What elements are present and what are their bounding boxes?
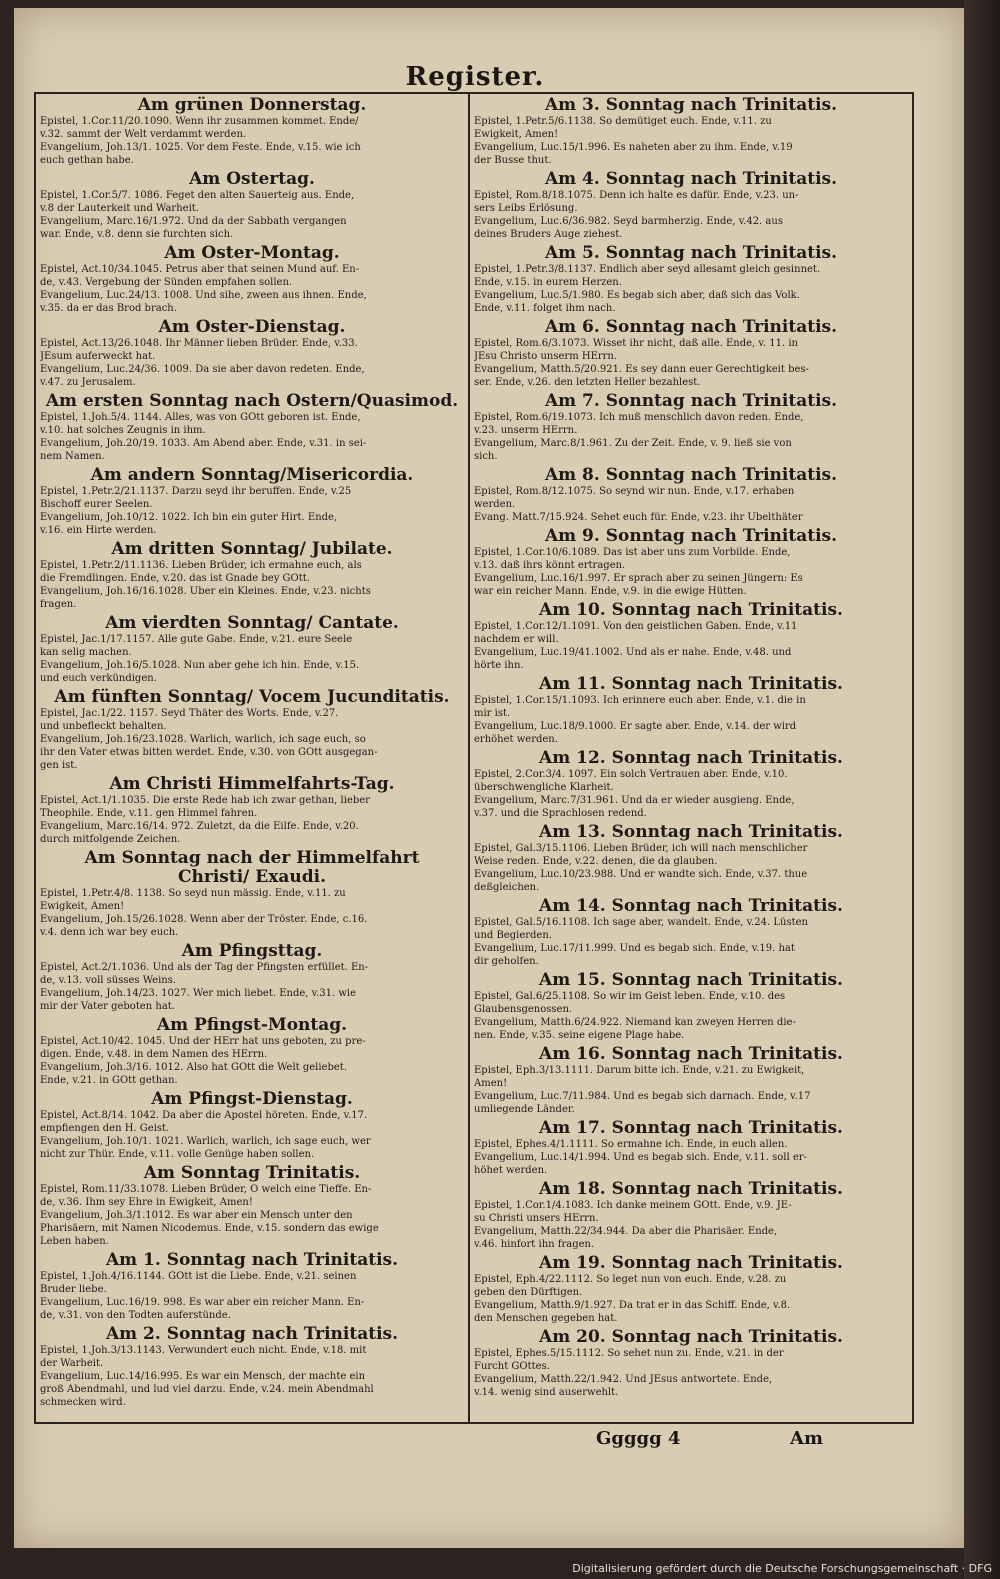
entry-title: Am Oster-Dienstag. xyxy=(158,318,346,337)
reading-line: Evangelium, Joh.16/16.1028. Uber ein Kleines. Ende, v.23. nichts xyxy=(40,586,371,597)
register-entry xyxy=(40,614,464,685)
reading-line: ihr den Vater etwas bitten werdet. Ende, v.30. von GOtt ausgegan- xyxy=(40,747,378,758)
reading-line: Evangelium, Matth.22/1.942. Und JEsus antwortete. Ende, xyxy=(474,1374,773,1385)
entry-title: Am ersten Sonntag nach Ostern/Quasimod. xyxy=(45,392,459,411)
reading-line: fragen. xyxy=(40,599,77,610)
register-entry xyxy=(474,1180,908,1251)
reading-line: nachdem er will. xyxy=(474,634,559,645)
register-entry xyxy=(474,823,908,894)
reading-line: höhet werden. xyxy=(474,1165,548,1176)
entry-title: Am Oster-Montag. xyxy=(164,244,340,263)
reading-line: Evangelium, Luc.18/9.1000. Er sagte aber. Ende, v.14. der wird xyxy=(474,721,797,732)
entry-title: Am grünen Donnerstag. xyxy=(137,96,367,115)
reading-line: Evangelium, Luc.16/1.997. Er sprach aber zu seinen Jüngern: Es xyxy=(474,573,803,584)
reading-line: Evangelium, Joh.16/23.1028. Warlich, warlich, ich sage euch, so xyxy=(40,734,366,745)
reading-line: Epistel, Ephes.5/15.1112. So sehet nun zu. Ende, v.21. in der xyxy=(474,1348,784,1359)
register-entry xyxy=(40,1090,464,1161)
reading-line: und euch verkündigen. xyxy=(40,673,157,684)
reading-line: Evangelium, Luc.16/19. 998. Es war aber ein reicher Mann. En- xyxy=(40,1297,365,1308)
entry-title: Am Christi Himmelfahrts-Tag. xyxy=(109,775,395,794)
reading-line: Epistel, 1.Joh.3/13.1143. Verwundert euch nicht. Ende, v.18. mit xyxy=(40,1345,367,1356)
reading-line: Epistel, 1.Petr.2/11.1136. Lieben Brüder, ich ermahne euch, als xyxy=(40,560,362,571)
register-entry xyxy=(40,688,464,772)
reading-line: Evangelium, Joh.10/1. 1021. Warlich, warlich, ich sage euch, wer xyxy=(40,1136,371,1147)
register-entry xyxy=(474,749,908,820)
reading-line: Epistel, Jac.1/22. 1157. Seyd Thäter des Worts. Ende, v.27. xyxy=(40,708,339,719)
reading-line: Epistel, Ephes.4/1.1111. So ermahne ich. Ende, in euch allen. xyxy=(474,1139,788,1150)
register-entry xyxy=(40,1251,464,1322)
reading-line: v.14. wenig sind auserwehlt. xyxy=(474,1387,619,1398)
reading-line: Evangelium, Luc.7/11.984. Und es begab sich darnach. Ende, v.17 xyxy=(474,1091,811,1102)
reading-line: Epistel, 1.Cor.15/1.1093. Ich erinnere euch aber. Ende, v.1. die in xyxy=(474,695,806,706)
reading-line: Epistel, 1.Petr.5/6.1138. So demütiget euch. Ende, v.11. zu xyxy=(474,116,772,127)
reading-line: dir geholfen. xyxy=(474,956,539,967)
reading-line: Evangelium, Luc.19/41.1002. Und als er nahe. Ende, v.48. und xyxy=(474,647,792,658)
entry-title: Am 4. Sonntag nach Trinitatis. xyxy=(544,170,838,189)
reading-line: Epistel, 1.Cor.5/7. 1086. Feget den alten Sauerteig aus. Ende, xyxy=(40,190,355,201)
reading-line: Bischoff eurer Seelen. xyxy=(40,499,153,510)
signature-mark: Ggggg 4 xyxy=(596,1428,681,1449)
entry-title-continued: Christi/ Exaudi. xyxy=(177,868,327,887)
reading-line: Evangelium, Joh.10/12. 1022. Ich bin ein guter Hirt. Ende, xyxy=(40,512,338,523)
page-header: Register. xyxy=(405,62,545,92)
reading-line: geben den Dürftigen. xyxy=(474,1287,583,1298)
reading-line: JEsu Christo unserm HErrn. xyxy=(474,351,618,362)
reading-line: Evangelium, Matth.9/1.927. Da trat er in das Schiff. Ende, v.8. xyxy=(474,1300,791,1311)
entry-title: Am Pfingst-Montag. xyxy=(156,1016,348,1035)
register-entry xyxy=(40,1325,464,1409)
reading-line: Epistel, 1.Cor.1/4.1083. Ich danke meinem GOtt. Ende, v.9. JE- xyxy=(474,1200,792,1211)
register-entry xyxy=(474,318,908,389)
reading-line: Epistel, Rom.6/19.1073. Ich muß menschlich davon reden. Ende, xyxy=(474,412,804,423)
entry-title: Am 12. Sonntag nach Trinitatis. xyxy=(539,749,843,768)
right-column xyxy=(474,96,908,1422)
entry-title: Am Sonntag nach der Himmelfahrt xyxy=(84,849,420,868)
reading-line: erhöhet werden. xyxy=(474,734,558,745)
entry-title: Am 14. Sonntag nach Trinitatis. xyxy=(539,897,843,916)
reading-line: Evangelium, Joh.15/26.1028. Wenn aber der Tröster. Ende, c.16. xyxy=(40,914,368,925)
reading-line: v.10. hat solches Zeugnis in ihm. xyxy=(40,425,206,436)
reading-line: Evangelium, Joh.13/1. 1025. Vor dem Feste. Ende, v.15. wie ich xyxy=(40,142,361,153)
reading-line: Evangelium, Luc.5/1.980. Es begab sich aber, daß sich das Volk. xyxy=(474,290,800,301)
reading-line: Epistel, 1.Joh.4/16.1144. GOtt ist die Liebe. Ende, v.21. seinen xyxy=(40,1271,357,1282)
reading-line: gen ist. xyxy=(40,760,78,771)
reading-line: Theophile. Ende, v.11. gen Himmel fahren. xyxy=(40,808,258,819)
entry-title: Am 9. Sonntag nach Trinitatis. xyxy=(544,527,838,546)
reading-line: empfiengen den H. Geist. xyxy=(40,1123,170,1134)
reading-line: Ewigkeit, Amen! xyxy=(474,129,559,140)
reading-line: Epistel, Rom.8/18.1075. Denn ich halte es dafür. Ende, v.23. un- xyxy=(474,190,799,201)
register-entry xyxy=(40,96,464,167)
reading-line: Evangelium, Marc.8/1.961. Zu der Zeit. Ende, v. 9. ließ sie von xyxy=(474,438,792,449)
reading-line: Epistel, Act.8/14. 1042. Da aber die Apostel höreten. Ende, v.17. xyxy=(40,1110,368,1121)
entry-title: Am dritten Sonntag/ Jubilate. xyxy=(111,540,393,559)
entry-title: Am 15. Sonntag nach Trinitatis. xyxy=(539,971,843,990)
reading-line: Bruder liebe. xyxy=(40,1284,107,1295)
reading-line: Epistel, Rom.11/33.1078. Lieben Brüder, O welch eine Tieffe. En- xyxy=(40,1184,372,1195)
reading-line: die Fremdlingen. Ende, v.20. das ist Gnade bey GOtt. xyxy=(40,573,310,584)
reading-line: Evangelium, Joh.20/19. 1033. Am Abend aber. Ende, v.31. in sei- xyxy=(40,438,367,449)
register-entry xyxy=(40,540,464,611)
reading-line: Epistel, Rom.6/3.1073. Wisset ihr nicht, daß alle. Ende, v. 11. in xyxy=(474,338,798,349)
reading-line: v.16. ein Hirte werden. xyxy=(40,525,157,536)
entry-title: Am 6. Sonntag nach Trinitatis. xyxy=(544,318,838,337)
reading-line: Epistel, Act.10/42. 1045. Und der HErr hat uns geboten, zu pre- xyxy=(40,1036,366,1047)
register-entry xyxy=(474,527,908,598)
entry-title: Am 13. Sonntag nach Trinitatis. xyxy=(539,823,843,842)
reading-line: de, v.31. von den Todten auferstünde. xyxy=(40,1310,231,1321)
reading-line: Epistel, Act.10/34.1045. Petrus aber that seinen Mund auf. En- xyxy=(40,264,360,275)
reading-line: Ende, v.15. in eurem Herzen. xyxy=(474,277,622,288)
reading-line: Evangelium, Luc.14/1.994. Und es begab sich. Ende, v.11. soll er- xyxy=(474,1152,807,1163)
register-entry xyxy=(40,318,464,389)
reading-line: Epistel, 1.Cor.10/6.1089. Das ist aber uns zum Vorbilde. Ende, xyxy=(474,547,791,558)
reading-line: Evangelium, Joh.16/5.1028. Nun aber gehe ich hin. Ende, v.15. xyxy=(40,660,360,671)
register-entry xyxy=(40,775,464,846)
reading-line: Ewigkeit, Amen! xyxy=(40,901,125,912)
reading-line: digen. Ende, v.48. in dem Namen des HErrn. xyxy=(40,1049,268,1060)
reading-line: umliegende Länder. xyxy=(474,1104,575,1115)
reading-line: JEsum auferweckt hat. xyxy=(40,351,156,362)
column-divider xyxy=(468,92,470,1424)
reading-line: Epistel, Rom.8/12.1075. So seynd wir nun. Ende, v.17. erhaben xyxy=(474,486,795,497)
reading-line: Evangelium, Matth.6/24.922. Niemand kan zweyen Herren die- xyxy=(474,1017,796,1028)
reading-line: Epistel, Gal.6/25.1108. So wir im Geist leben. Ende, v.10. des xyxy=(474,991,786,1002)
reading-line: Epistel, 2.Cor.3/4. 1097. Ein solch Vertrauen aber. Ende, v.10. xyxy=(474,769,788,780)
reading-line: Weise reden. Ende, v.22. denen, die da glauben. xyxy=(474,856,718,867)
reading-line: mir der Vater geboten hat. xyxy=(40,1001,175,1012)
reading-line: der Busse thut. xyxy=(474,155,552,166)
register-entry xyxy=(40,392,464,463)
entry-title: Am 18. Sonntag nach Trinitatis. xyxy=(539,1180,843,1199)
reading-line: war. Ende, v.8. denn sie furchten sich. xyxy=(40,229,234,240)
reading-line: Evang. Matt.7/15.924. Sehet euch für. Ende, v.23. ihr Ubelthäter xyxy=(474,512,803,523)
reading-line: Glaubensgenossen. xyxy=(474,1004,573,1015)
register-entry xyxy=(40,1164,464,1248)
reading-line: Epistel, Eph.4/22.1112. So leget nun von euch. Ende, v.28. zu xyxy=(474,1274,787,1285)
reading-line: Epistel, 1.Cor.11/20.1090. Wenn ihr zusammen kommet. Ende/ xyxy=(40,116,359,127)
reading-line: war ein reicher Mann. Ende, v.9. in die ewige Hütten. xyxy=(474,586,747,597)
entry-title: Am 19. Sonntag nach Trinitatis. xyxy=(539,1254,843,1273)
entry-title: Am 10. Sonntag nach Trinitatis. xyxy=(539,601,843,620)
entry-title: Am Pfingsttag. xyxy=(181,942,323,961)
register-entry xyxy=(474,675,908,746)
reading-line: v.35. da er das Brod brach. xyxy=(40,303,177,314)
entry-title: Am 5. Sonntag nach Trinitatis. xyxy=(544,244,838,263)
reading-line: sers Leibs Erlösung. xyxy=(474,203,578,214)
reading-line: deßgleichen. xyxy=(474,882,540,893)
reading-line: Epistel, Eph.3/13.1111. Darum bitte ich. Ende, v.21. zu Ewigkeit, xyxy=(474,1065,805,1076)
entry-title: Am vierdten Sonntag/ Cantate. xyxy=(105,614,399,633)
reading-line: Epistel, Act.1/1.1035. Die erste Rede hab ich zwar gethan, lieber xyxy=(40,795,370,806)
reading-line: Epistel, Gal.3/15.1106. Lieben Brüder, ich will nach menschlicher xyxy=(474,843,808,854)
register-entry xyxy=(40,466,464,537)
register-entry xyxy=(474,897,908,968)
reading-line: der Warheit. xyxy=(40,1358,104,1369)
entry-title: Am 1. Sonntag nach Trinitatis. xyxy=(105,1251,399,1270)
register-entry xyxy=(474,1045,908,1116)
reading-line: v.46. hinfort ihn fragen. xyxy=(474,1239,595,1250)
reading-line: Evangelium, Luc.6/36.982. Seyd barmherzig. Ende, v.42. aus xyxy=(474,216,783,227)
reading-line: Evangelium, Matth.5/20.921. Es sey dann euer Gerechtigkeit bes- xyxy=(474,364,809,375)
reading-line: Evangelium, Joh.14/23. 1027. Wer mich liebet. Ende, v.31. wie xyxy=(40,988,357,999)
register-entry xyxy=(474,971,908,1042)
reading-line: ser. Ende, v.26. den letzten Heller bezahlest. xyxy=(474,377,701,388)
register-entry xyxy=(474,1328,908,1399)
digitization-credit: Digitalisierung gefördert durch die Deutsche Forschungsgemeinschaft · DFG xyxy=(572,1562,992,1575)
entry-title: Am 11. Sonntag nach Trinitatis. xyxy=(539,675,843,694)
catchword: Am xyxy=(790,1428,824,1449)
reading-line: den Menschen gegeben hat. xyxy=(474,1313,618,1324)
left-column xyxy=(40,96,464,1422)
reading-line: Amen! xyxy=(474,1078,508,1089)
reading-line: Epistel, Act.2/1.1036. Und als der Tag der Pfingsten erfüllet. En- xyxy=(40,962,369,973)
register-entry xyxy=(474,1254,908,1325)
register-entry xyxy=(474,1119,908,1177)
reading-line: Evangelium, Luc.15/1.996. Es naheten aber zu ihm. Ende, v.19 xyxy=(474,142,793,153)
reading-line: v.47. zu Jerusalem. xyxy=(40,377,136,388)
reading-line: Evangelium, Joh.3/16. 1012. Also hat GOtt die Welt geliebet. xyxy=(40,1062,347,1073)
reading-line: v.4. denn ich war bey euch. xyxy=(40,927,179,938)
entry-title: Am 16. Sonntag nach Trinitatis. xyxy=(539,1045,843,1064)
register-entry xyxy=(40,1016,464,1087)
reading-line: Epistel, Act.13/26.1048. Ihr Männer lieben Brüder. Ende, v.33. xyxy=(40,338,358,349)
entry-title: Am 7. Sonntag nach Trinitatis. xyxy=(544,392,838,411)
reading-line: und Begierden. xyxy=(474,930,552,941)
reading-line: groß Abendmahl, und lud viel darzu. Ende, v.24. mein Abendmahl xyxy=(40,1384,374,1395)
reading-line: euch gethan habe. xyxy=(40,155,134,166)
reading-line: de, v.13. voll süsses Weins. xyxy=(40,975,177,986)
reading-line: Evangelium, Marc.7/31.961. Und da er wieder ausgieng. Ende, xyxy=(474,795,795,806)
reading-line: Evangelium, Luc.10/23.988. Und er wandte sich. Ende, v.37. thue xyxy=(474,869,808,880)
reading-line: nem Namen. xyxy=(40,451,105,462)
register-entry xyxy=(474,96,908,167)
entry-title: Am 8. Sonntag nach Trinitatis. xyxy=(544,466,838,485)
reading-line: de, v.43. Vergebung der Sünden empfahen sollen. xyxy=(40,277,293,288)
reading-line: deines Bruders Auge ziehest. xyxy=(474,229,623,240)
entry-title: Am andern Sonntag/Misericordia. xyxy=(90,466,414,485)
register-entry xyxy=(40,849,464,939)
reading-line: hörte ihn. xyxy=(474,660,524,671)
reading-line: Epistel, 1.Petr.3/8.1137. Endlich aber seyd allesamt gleich gesinnet. xyxy=(474,264,821,275)
reading-line: v.8 der Lauterkeit und Warheit. xyxy=(40,203,199,214)
reading-line: Evangelium, Luc.24/36. 1009. Da sie aber davon redeten. Ende, xyxy=(40,364,365,375)
reading-line: Epistel, Gal.5/16.1108. Ich sage aber, wandelt. Ende, v.24. Lüsten xyxy=(474,917,808,928)
entry-title: Am 3. Sonntag nach Trinitatis. xyxy=(544,96,838,115)
reading-line: su Christi unsers HErrn. xyxy=(474,1213,599,1224)
reading-line: Epistel, 1.Petr.4/8. 1138. So seyd nun mässig. Ende, v.11. zu xyxy=(40,888,346,899)
reading-line: Evangelium, Matth.22/34.944. Da aber die Pharisäer. Ende, xyxy=(474,1226,778,1237)
reading-line: werden. xyxy=(474,499,516,510)
reading-line: v.32. sammt der Welt verdammt werden. xyxy=(40,129,247,140)
reading-line: schmecken wird. xyxy=(40,1397,126,1408)
register-entry xyxy=(40,244,464,315)
register-entry xyxy=(474,244,908,315)
reading-line: Epistel, 1.Joh.5/4. 1144. Alles, was von GOtt geboren ist. Ende, xyxy=(40,412,361,423)
entry-title: Am 2. Sonntag nach Trinitatis. xyxy=(105,1325,399,1344)
reading-line: Evangelium, Joh.3/1.1012. Es war aber ein Mensch unter den xyxy=(40,1210,353,1221)
reading-line: Furcht GOttes. xyxy=(474,1361,550,1372)
reading-line: mir ist. xyxy=(474,708,511,719)
register-entry xyxy=(474,170,908,241)
register-entry xyxy=(474,601,908,672)
reading-line: v.13. daß ihrs könnt ertragen. xyxy=(474,560,626,571)
reading-line: de, v.36. Ihm sey Ehre in Ewigkeit, Amen! xyxy=(40,1197,253,1208)
reading-line: Epistel, Jac.1/17.1157. Alle gute Gabe. Ende, v.21. eure Seele xyxy=(40,634,353,645)
register-entry xyxy=(474,392,908,463)
book-edge xyxy=(964,0,1000,1579)
reading-line: überschwengliche Klarheit. xyxy=(474,782,614,793)
reading-line: Evangelium, Luc.24/13. 1008. Und sihe, zween aus ihnen. Ende, xyxy=(40,290,367,301)
reading-line: Epistel, 1.Cor.12/1.1091. Von den geistlichen Gaben. Ende, v.11 xyxy=(474,621,798,632)
reading-line: nen. Ende, v.35. seine eigene Plage habe. xyxy=(474,1030,685,1041)
reading-line: Evangelium, Luc.14/16.995. Es war ein Mensch, der machte ein xyxy=(40,1371,366,1382)
reading-line: Ende, v.21. in GOtt gethan. xyxy=(40,1075,178,1086)
reading-line: Evangelium, Luc.17/11.999. Und es begab sich. Ende, v.19. hat xyxy=(474,943,795,954)
register-entry xyxy=(40,942,464,1013)
reading-line: v.37. und die Sprachlosen redend. xyxy=(474,808,647,819)
reading-line: v.23. unserm HErrn. xyxy=(474,425,578,436)
reading-line: Epistel, 1.Petr.2/21.1137. Darzu seyd ihr beruffen. Ende, v.25 xyxy=(40,486,352,497)
register-entry xyxy=(474,466,908,524)
reading-line: und unbefleckt behalten. xyxy=(40,721,167,732)
entry-title: Am fünften Sonntag/ Vocem Jucunditatis. xyxy=(54,688,450,707)
reading-line: sich. xyxy=(474,451,498,462)
entry-title: Am Sonntag Trinitatis. xyxy=(143,1164,361,1183)
reading-line: nicht zur Thür. Ende, v.11. volle Genüge haben sollen. xyxy=(40,1149,315,1160)
reading-line: durch mitfolgende Zeichen. xyxy=(40,834,181,845)
register-entry xyxy=(40,170,464,241)
entry-title: Am 17. Sonntag nach Trinitatis. xyxy=(539,1119,843,1138)
reading-line: Ende, v.11. folget ihm nach. xyxy=(474,303,616,314)
entry-title: Am Pfingst-Dienstag. xyxy=(151,1090,353,1109)
entry-title: Am Ostertag. xyxy=(189,170,315,189)
reading-line: Evangelium, Marc.16/1.972. Und da der Sabbath vergangen xyxy=(40,216,347,227)
entry-title: Am 20. Sonntag nach Trinitatis. xyxy=(539,1328,843,1347)
reading-line: Pharisäern, mit Namen Nicodemus. Ende, v.15. sondern das ewige xyxy=(40,1223,379,1234)
reading-line: Leben haben. xyxy=(40,1236,109,1247)
reading-line: Evangelium, Marc.16/14. 972. Zuletzt, da die Eilfe. Ende, v.20. xyxy=(40,821,359,832)
reading-line: kan selig machen. xyxy=(40,647,132,658)
